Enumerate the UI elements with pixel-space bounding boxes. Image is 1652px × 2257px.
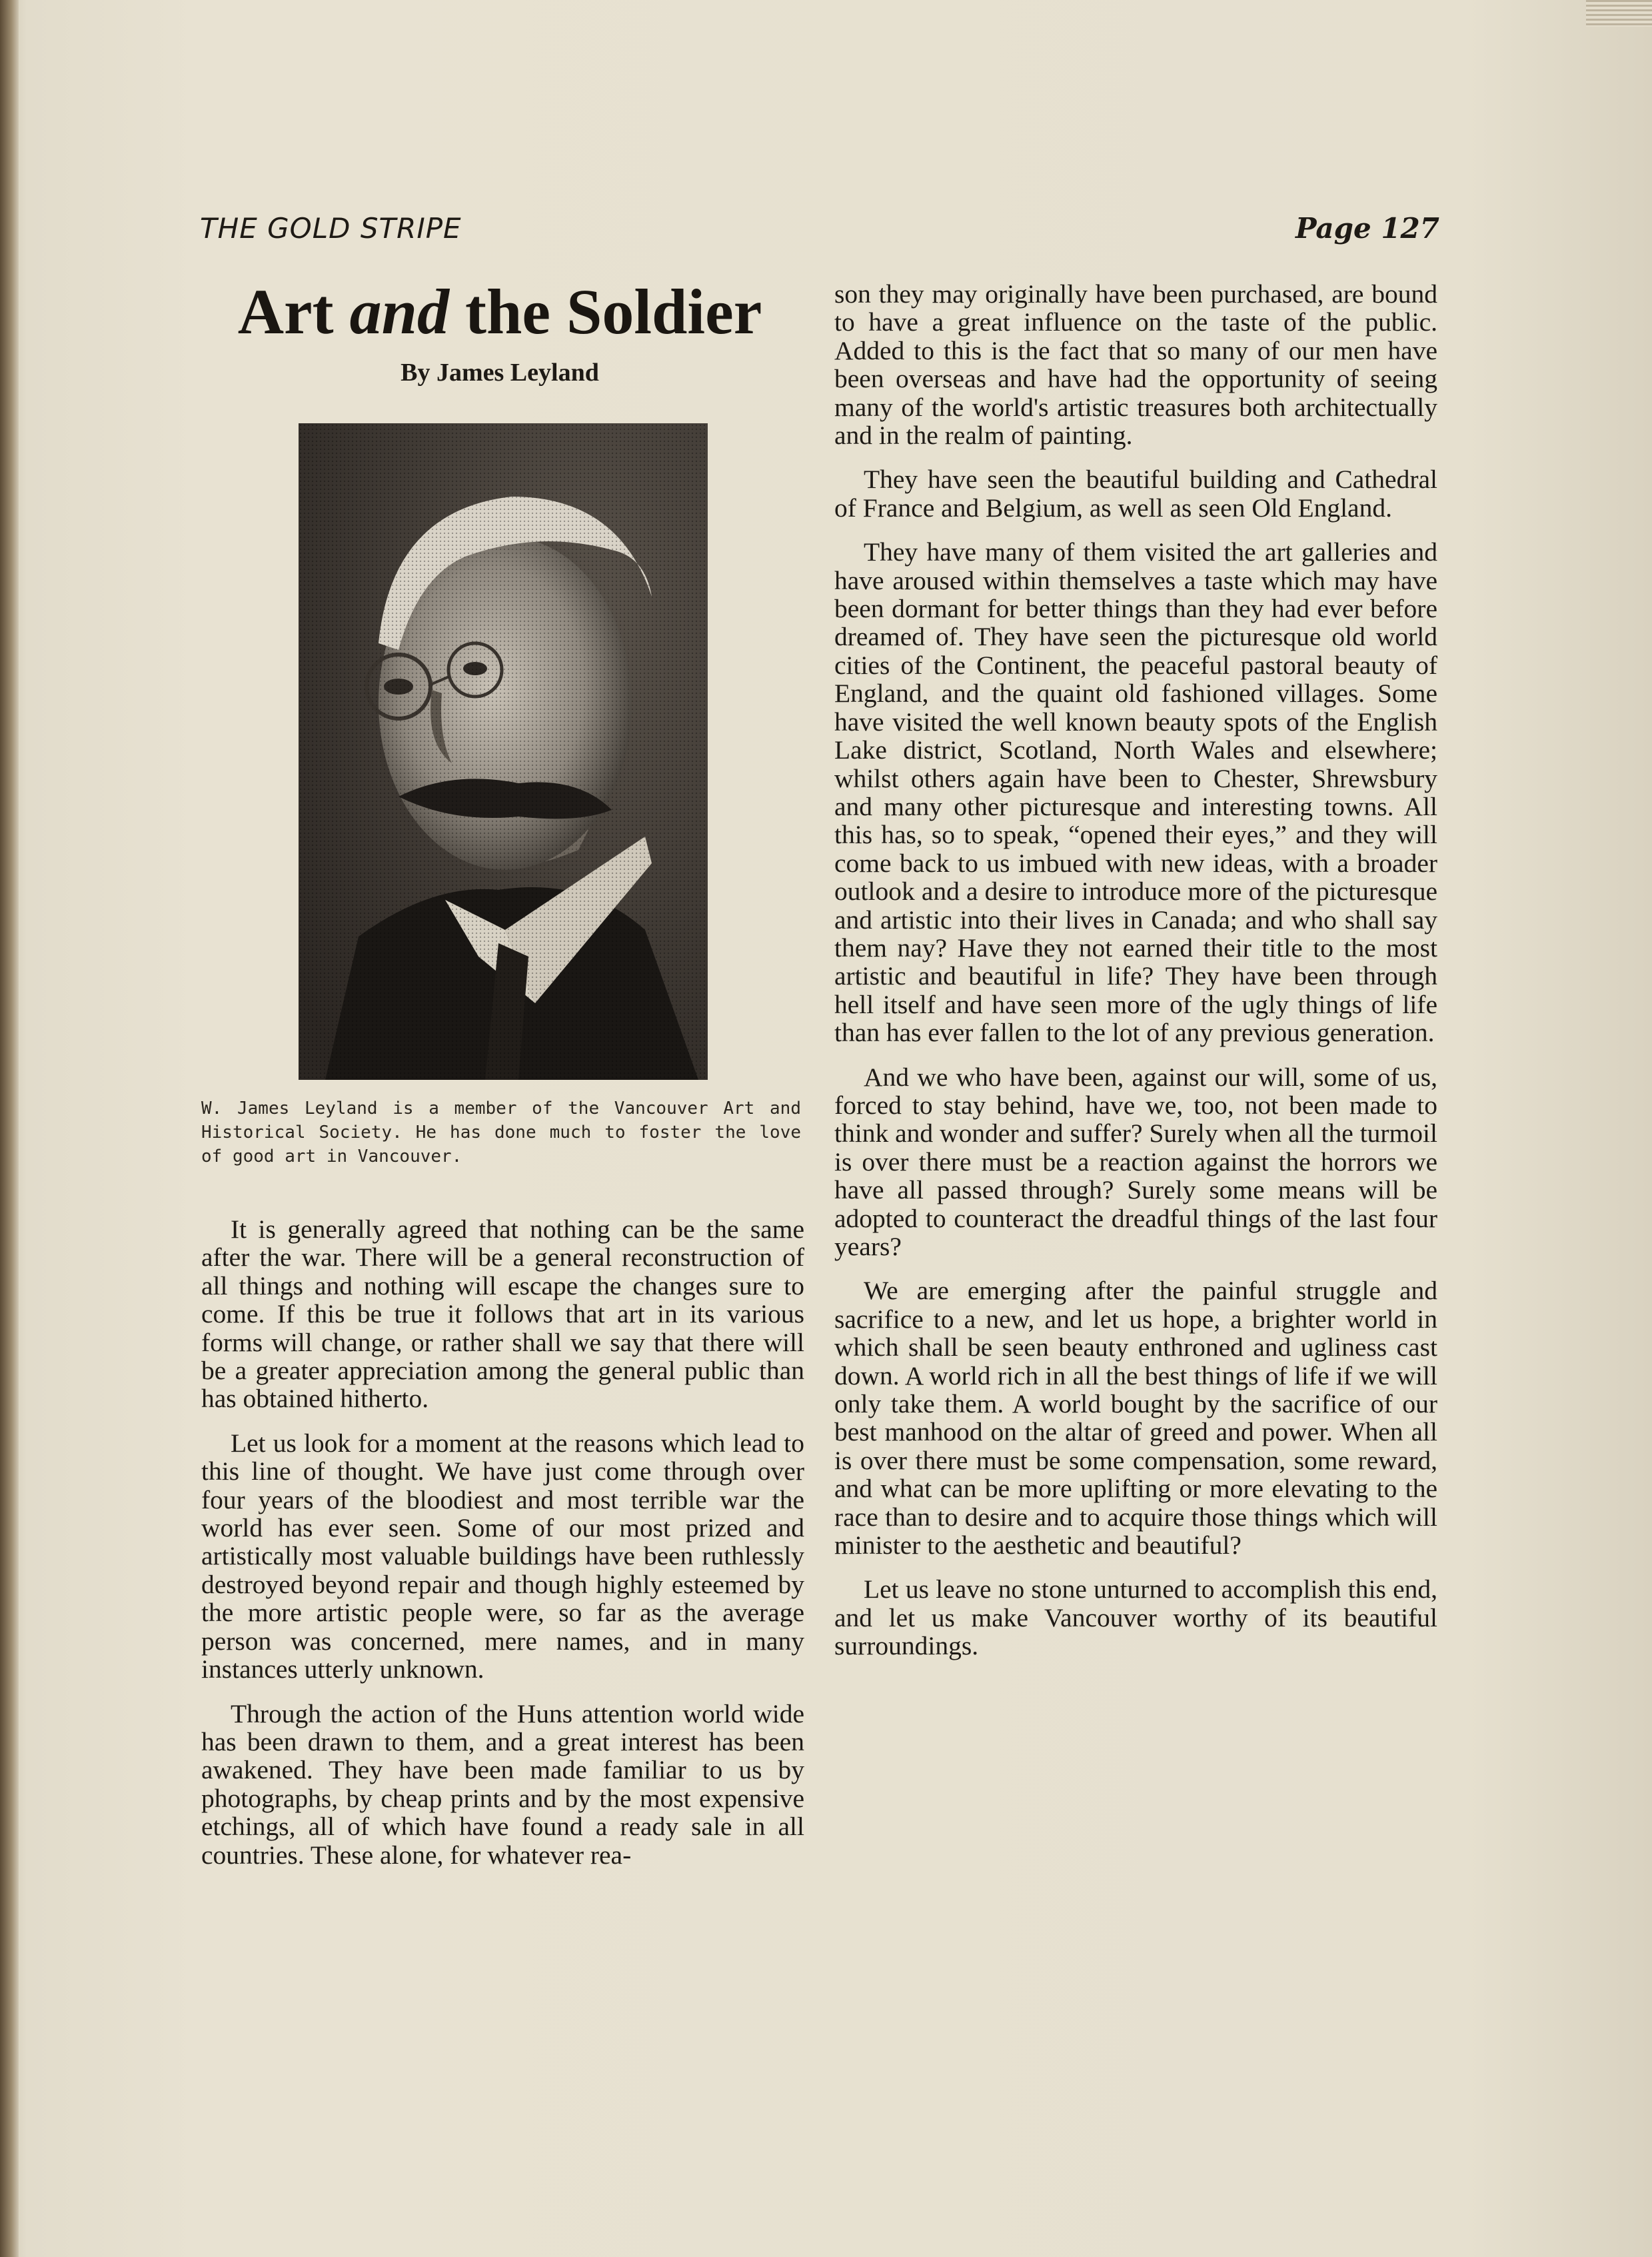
paragraph: And we who have been, against our will, some of us, forced to stay behind, have we, too, not been made to think and wonder and suffer? Surely when all the turmoil is over there must be a reaction against the horrors we have all passed through? Surely some means will be adopted to counteract the dreadful things of the last four years? — [834, 1062, 1437, 1261]
title-word-art: Art — [237, 276, 350, 347]
photo-caption: W. James Leyland is a member of the Vancouver Art and Historical Society. He has done much to foster the love of good art in Vancouver. — [201, 1099, 801, 1166]
article-column-left — [201, 1215, 804, 1885]
paragraph: Let us look for a moment at the reasons which lead to this line of thought. We have just come through over four years of the bloodiest and most terrible war the world has ever seen. Some of our most prized and artistically most valuable buildings have been ruthlessly destroyed beyond repair and though highly esteemed by the more artistic people were, so far as the average person was concerned, mere names, and in many instances utterly unknown. — [201, 1428, 804, 1684]
paragraph: Through the action of the Huns attention world wide has been drawn to them, and a great interest has been awakened. They have been made familiar to us by photographs, by cheap prints and by the most expensive etchings, all of which have found a ready sale in all countries. These alone, for whatever rea- — [201, 1698, 804, 1870]
paragraph: Let us leave no stone unturned to accomplish this end, and let us make Vancouver worthy of its beautiful surroundings. — [834, 1574, 1437, 1661]
page-number: Page 127 — [1295, 212, 1439, 245]
portrait-photograph — [299, 423, 708, 1080]
title-word-and: and — [349, 276, 449, 347]
publication-name: THE GOLD STRIPE — [200, 212, 462, 245]
paragraph: They have many of them visited the art galleries and have aroused within themselves a taste which may have been dormant for better things than they had ever before dreamed of. They have seen the picturesque old world cities of the Continent, the peaceful pastoral beauty of England, and the quaint old fashioned villages. Some have visited the well known beauty spots of the English Lake district, Scotland, North Wales and elsewhere; whilst others again have been to Chester, Shrewsbury and many other picturesque and interesting towns. All this has, so to speak, “opened their eyes,” and they will come back to us imbued with new ideas, with a broader outlook and a desire to introduce more of the picturesque and artistic into their lives in Canada; and who shall say them nay? Have they not earned their title to the most artistic and beautiful in life? They have been through hell itself and have seen more of the ugly things of life than has ever fallen to the lot of any previous generation. — [834, 537, 1437, 1048]
book-spine-shadow — [0, 0, 19, 2257]
article-title — [200, 277, 800, 347]
paragraph-continuation: son they may originally have been purchased, are bound to have a great influence on the taste of the public. Added to this is the fact that so many of our men have been overseas and have had the opportunity of seeing many of the world's artistic treasures both architectually and in the realm of painting. — [834, 279, 1437, 451]
paragraph: We are emerging after the painful struggle and sacrifice to a new, and let us hope, a brighter world in which shall be seen beauty enthroned and ugliness cast down. A world rich in all the best things of life if we will only take them. A world bought by the sacrifice of our best manhood on the altar of greed and power. When all is over there must be some compensation, some reward, and what can be more uplifting or more elevating to the race than to desire and to acquire those things which will minister to the aesthetic and beautiful? — [834, 1276, 1437, 1560]
article-column-right — [834, 280, 1437, 1676]
paragraph: It is generally agreed that nothing can be the same after the war. There will be a general reconstruction of all things and nothing will escape the changes sure to come. If this be true it follows that art in its various forms will change, or rather shall we say that there will be a greater appreciation among the general public than has obtained hitherto. — [201, 1214, 804, 1414]
title-word-soldier: the Soldier — [448, 276, 762, 347]
page-edge — [1586, 0, 1652, 27]
portrait-photograph-image — [299, 423, 708, 1080]
article-byline: By James Leyland — [401, 359, 599, 387]
running-head — [200, 212, 1439, 252]
paragraph: They have seen the beautiful building and Cathedral of France and Belgium, as well as seen Old England. — [834, 465, 1437, 523]
